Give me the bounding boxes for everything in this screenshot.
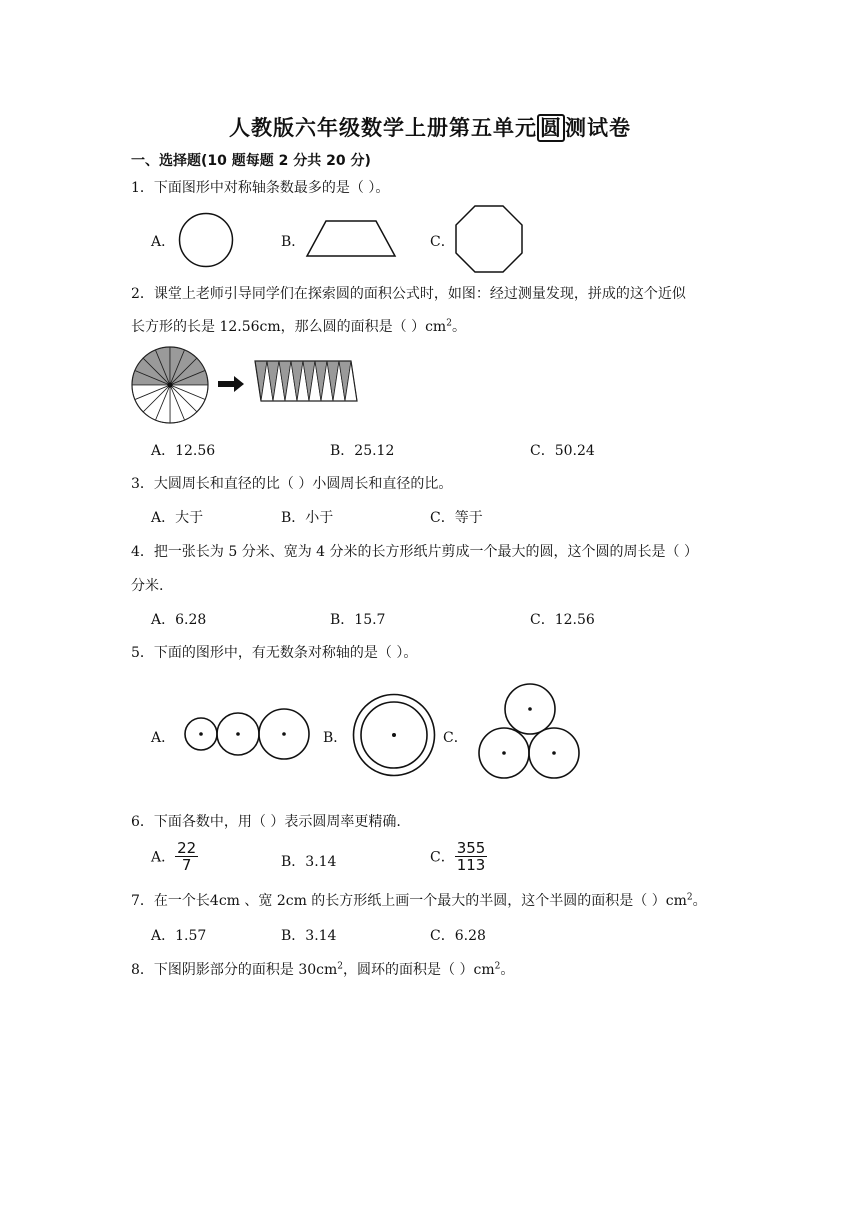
q6-option-c-label: C． (430, 849, 455, 866)
q8-superscript-2: 2 (494, 961, 501, 972)
title-after: 测试卷 (565, 116, 631, 140)
q2-line2-end: 。 (451, 319, 466, 335)
circle-center-dot (168, 383, 173, 388)
question-4-line2: 分米. (131, 578, 164, 594)
q1-option-a: A． (151, 234, 176, 250)
q7-superscript: 2 (686, 892, 693, 903)
arrow-icon (218, 376, 244, 392)
three-touching-circles-figure (475, 682, 583, 782)
title-boxed-char: 圆 (537, 114, 565, 142)
q8-superscript-1: 2 (337, 961, 344, 972)
question-5-stem: 5．下面的图形中，有无数条对称轴的是（ ）。 (131, 645, 418, 661)
question-8-stem (131, 959, 514, 979)
q2-line2-superscript: 2 (446, 318, 452, 329)
question-4-line1: 4．把一张长为 5 分米、宽为 4 分米的长方形纸片剪成一个最大的圆，这个圆的周长是（ ） (131, 544, 698, 560)
q3-option-a: A．大于 (151, 510, 204, 526)
question-2-line2 (131, 316, 466, 336)
q2-option-b: B．25.12 (330, 443, 395, 459)
q8-stem-a: 8．下图阴影部分的面积是 30cm (131, 962, 338, 978)
q1-option-c: C． (430, 234, 455, 250)
q5-option-b: B． (323, 730, 348, 746)
q4-option-a: A．6.28 (151, 612, 207, 628)
octagon-icon (455, 205, 523, 273)
q6-option-c (430, 840, 487, 873)
page-title (0, 112, 860, 142)
fraction-numerator: 22 (177, 839, 197, 857)
q3-option-b: B．小于 (281, 510, 334, 526)
title-before: 人教版六年级数学上册第五单元 (229, 116, 537, 140)
fraction-denominator: 7 (181, 856, 192, 874)
q7-option-a: A．1.57 (151, 928, 207, 944)
q8-stem-b: ，圆环的面积是（ ）cm (343, 962, 495, 978)
q4-option-b: B．15.7 (330, 612, 386, 628)
question-2-line1: 2．课堂上老师引导同学们在探索圆的面积公式时，如图：经过测量发现，拼成的这个近似 (131, 286, 686, 302)
fraction-denominator: 113 (456, 856, 486, 874)
q6-option-a (151, 840, 198, 873)
three-circles-in-row-figure (180, 708, 315, 758)
q5-option-c: C． (443, 730, 468, 746)
q5-option-a: A． (151, 730, 176, 746)
q3-option-c: C．等于 (430, 510, 483, 526)
q7-stem-text: 7．在一个长4cm 、宽 2cm 的长方形纸上画一个最大的半圆，这个半圆的面积是（ ）cm (131, 893, 687, 909)
q8-stem-c: 。 (500, 962, 515, 978)
q4-option-c: C．12.56 (530, 612, 595, 628)
q2-option-c: C．50.24 (530, 443, 595, 459)
q2-line2-text: 长方形的长是 12.56cm，那么圆的面积是（ ）cm (131, 319, 447, 335)
fraction-355-over-113 (455, 840, 488, 873)
sectored-circle-icon (132, 347, 208, 423)
q6-option-a-label: A． (151, 849, 176, 866)
section-heading: 一、选择题(10 题每题 2 分共 20 分) (131, 153, 371, 169)
question-7-stem (131, 890, 707, 910)
q6-option-b: B．3.14 (281, 854, 337, 870)
trapezoid-icon (306, 220, 396, 258)
concentric-rings-figure (352, 693, 436, 777)
circle-icon (178, 212, 234, 268)
question-1-stem: 1．下面图形中对称轴条数最多的是（ ）。 (131, 180, 390, 196)
q7-option-b: B．3.14 (281, 928, 337, 944)
fraction-numerator: 355 (456, 839, 486, 857)
circle-to-rectangle-figure (130, 345, 400, 427)
fraction-22-over-7 (175, 840, 198, 873)
question-6-stem: 6．下面各数中，用（ ）表示圆周率更精确. (131, 814, 401, 830)
approximate-rectangle-icon (255, 361, 357, 401)
q7-stem-end: 。 (692, 893, 707, 909)
q2-option-a: A．12.56 (151, 443, 216, 459)
question-3-stem: 3．大圆周长和直径的比（ ）小圆周长和直径的比。 (131, 476, 453, 492)
q7-option-c: C．6.28 (430, 928, 486, 944)
q1-option-b: B． (281, 234, 306, 250)
